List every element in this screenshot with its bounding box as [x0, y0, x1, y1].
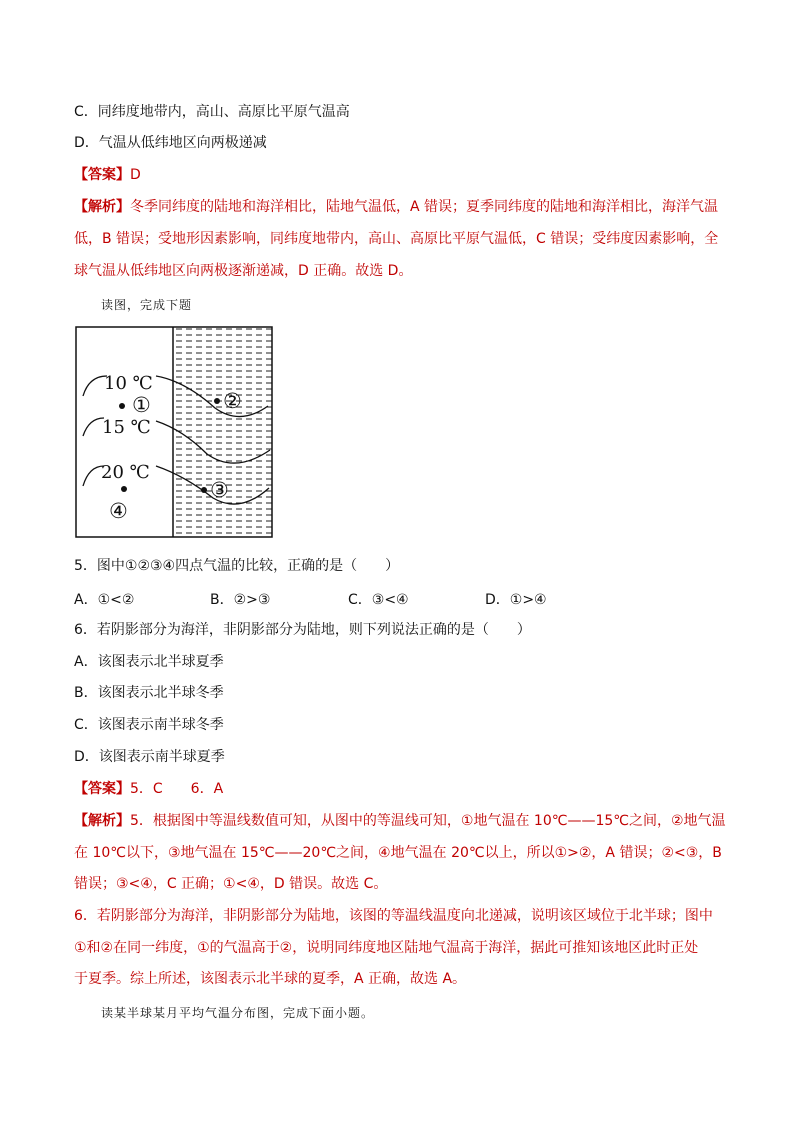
point-3-dot — [201, 487, 207, 493]
answer-value: 5．C 6．A — [130, 781, 224, 797]
point-4-dot — [121, 486, 127, 492]
ocean-area — [173, 327, 272, 537]
point-1-label: ① — [132, 393, 151, 417]
q5-option-a: A．①<② — [74, 592, 135, 608]
isotherm-15-land-tick — [83, 418, 104, 436]
answer-tag: 【答案】 — [74, 781, 130, 797]
answer-value: D — [130, 167, 141, 183]
isotherm-figure — [75, 326, 273, 538]
q4-option-c: C．同纬度地带内，高山、高原比平原气温高 — [74, 104, 350, 120]
q6-option-d: D．该图表示南半球夏季 — [74, 749, 225, 765]
q5-option-d: D．①>④ — [485, 592, 547, 608]
point-1-dot — [119, 403, 125, 409]
analysis-text: 冬季同纬度的陆地和海洋相比，陆地气温低，A 错误；夏季同纬度的陆地和海洋相比，海洋气温 — [130, 199, 719, 215]
q56-answer — [74, 779, 223, 799]
q56-analysis-line-4: 6．若阴影部分为海洋，非阴影部分为陆地，该图的等温线温度向北递减，说明该区域位于北半球；图中 — [74, 908, 713, 924]
point-2-label: ② — [223, 389, 242, 413]
q6-option-b: B．该图表示北半球冬季 — [74, 685, 224, 701]
next-figure-caption: 读某半球某月平均气温分布图，完成下面小题。 — [101, 1006, 375, 1020]
q56-analysis-line-2: 在 10℃以下，③地气温在 15℃——20℃之间，④地气温在 20℃以上，所以①>②，A 错误；②<③，B — [74, 845, 722, 861]
isotherm-label-10: 10 ℃ — [104, 373, 153, 394]
figure-caption: 读图，完成下题 — [101, 298, 193, 312]
isotherm-label-20: 20 ℃ — [101, 462, 150, 483]
isotherm-label-15: 15 ℃ — [102, 417, 151, 438]
q6-option-c: C．该图表示南半球冬季 — [74, 717, 224, 733]
q5-option-c: C．③<④ — [348, 592, 409, 608]
analysis-text: 5．根据图中等温线数值可知，从图中的等温线可知，①地气温在 10℃——15℃之间，②地气温 — [130, 813, 726, 829]
q5-option-b: B．②>③ — [210, 592, 271, 608]
q4-analysis-line-1 — [74, 197, 718, 217]
point-2-dot — [214, 398, 220, 404]
q6-stem: 6．若阴影部分为海洋，非阴影部分为陆地，则下列说法正确的是（ ） — [74, 622, 531, 638]
q56-analysis-line-1 — [74, 811, 726, 831]
q56-analysis-line-5: ①和②在同一纬度，①的气温高于②，说明同纬度地区陆地气温高于海洋，据此可推知该地区此时正处 — [74, 940, 699, 956]
q56-analysis-line-6: 于夏季。综上所述，该图表示北半球的夏季，A 正确，故选 A。 — [74, 971, 467, 987]
analysis-tag: 【解析】 — [74, 199, 130, 215]
answer-tag: 【答案】 — [74, 167, 130, 183]
q5-stem: 5．图中①②③④四点气温的比较，正确的是（ ） — [74, 558, 400, 574]
q4-option-d: D．气温从低纬地区向两极递减 — [74, 135, 267, 151]
q6-option-a: A．该图表示北半球夏季 — [74, 654, 224, 670]
q4-analysis-line-3: 球气温从低纬地区向两极逐渐递减，D 正确。故选 D。 — [74, 263, 413, 279]
point-3-label: ③ — [210, 478, 229, 502]
q4-analysis-line-2: 低，B 错误；受地形因素影响，同纬度地带内，高山、高原比平原气温低，C 错误；受纬度因素影响，全 — [74, 231, 719, 247]
analysis-tag: 【解析】 — [74, 813, 130, 829]
q56-analysis-line-3: 错误；③<④，C 正确；①<④，D 错误。故选 C。 — [74, 876, 388, 892]
q4-answer — [74, 165, 141, 185]
point-4-label: ④ — [109, 499, 128, 523]
